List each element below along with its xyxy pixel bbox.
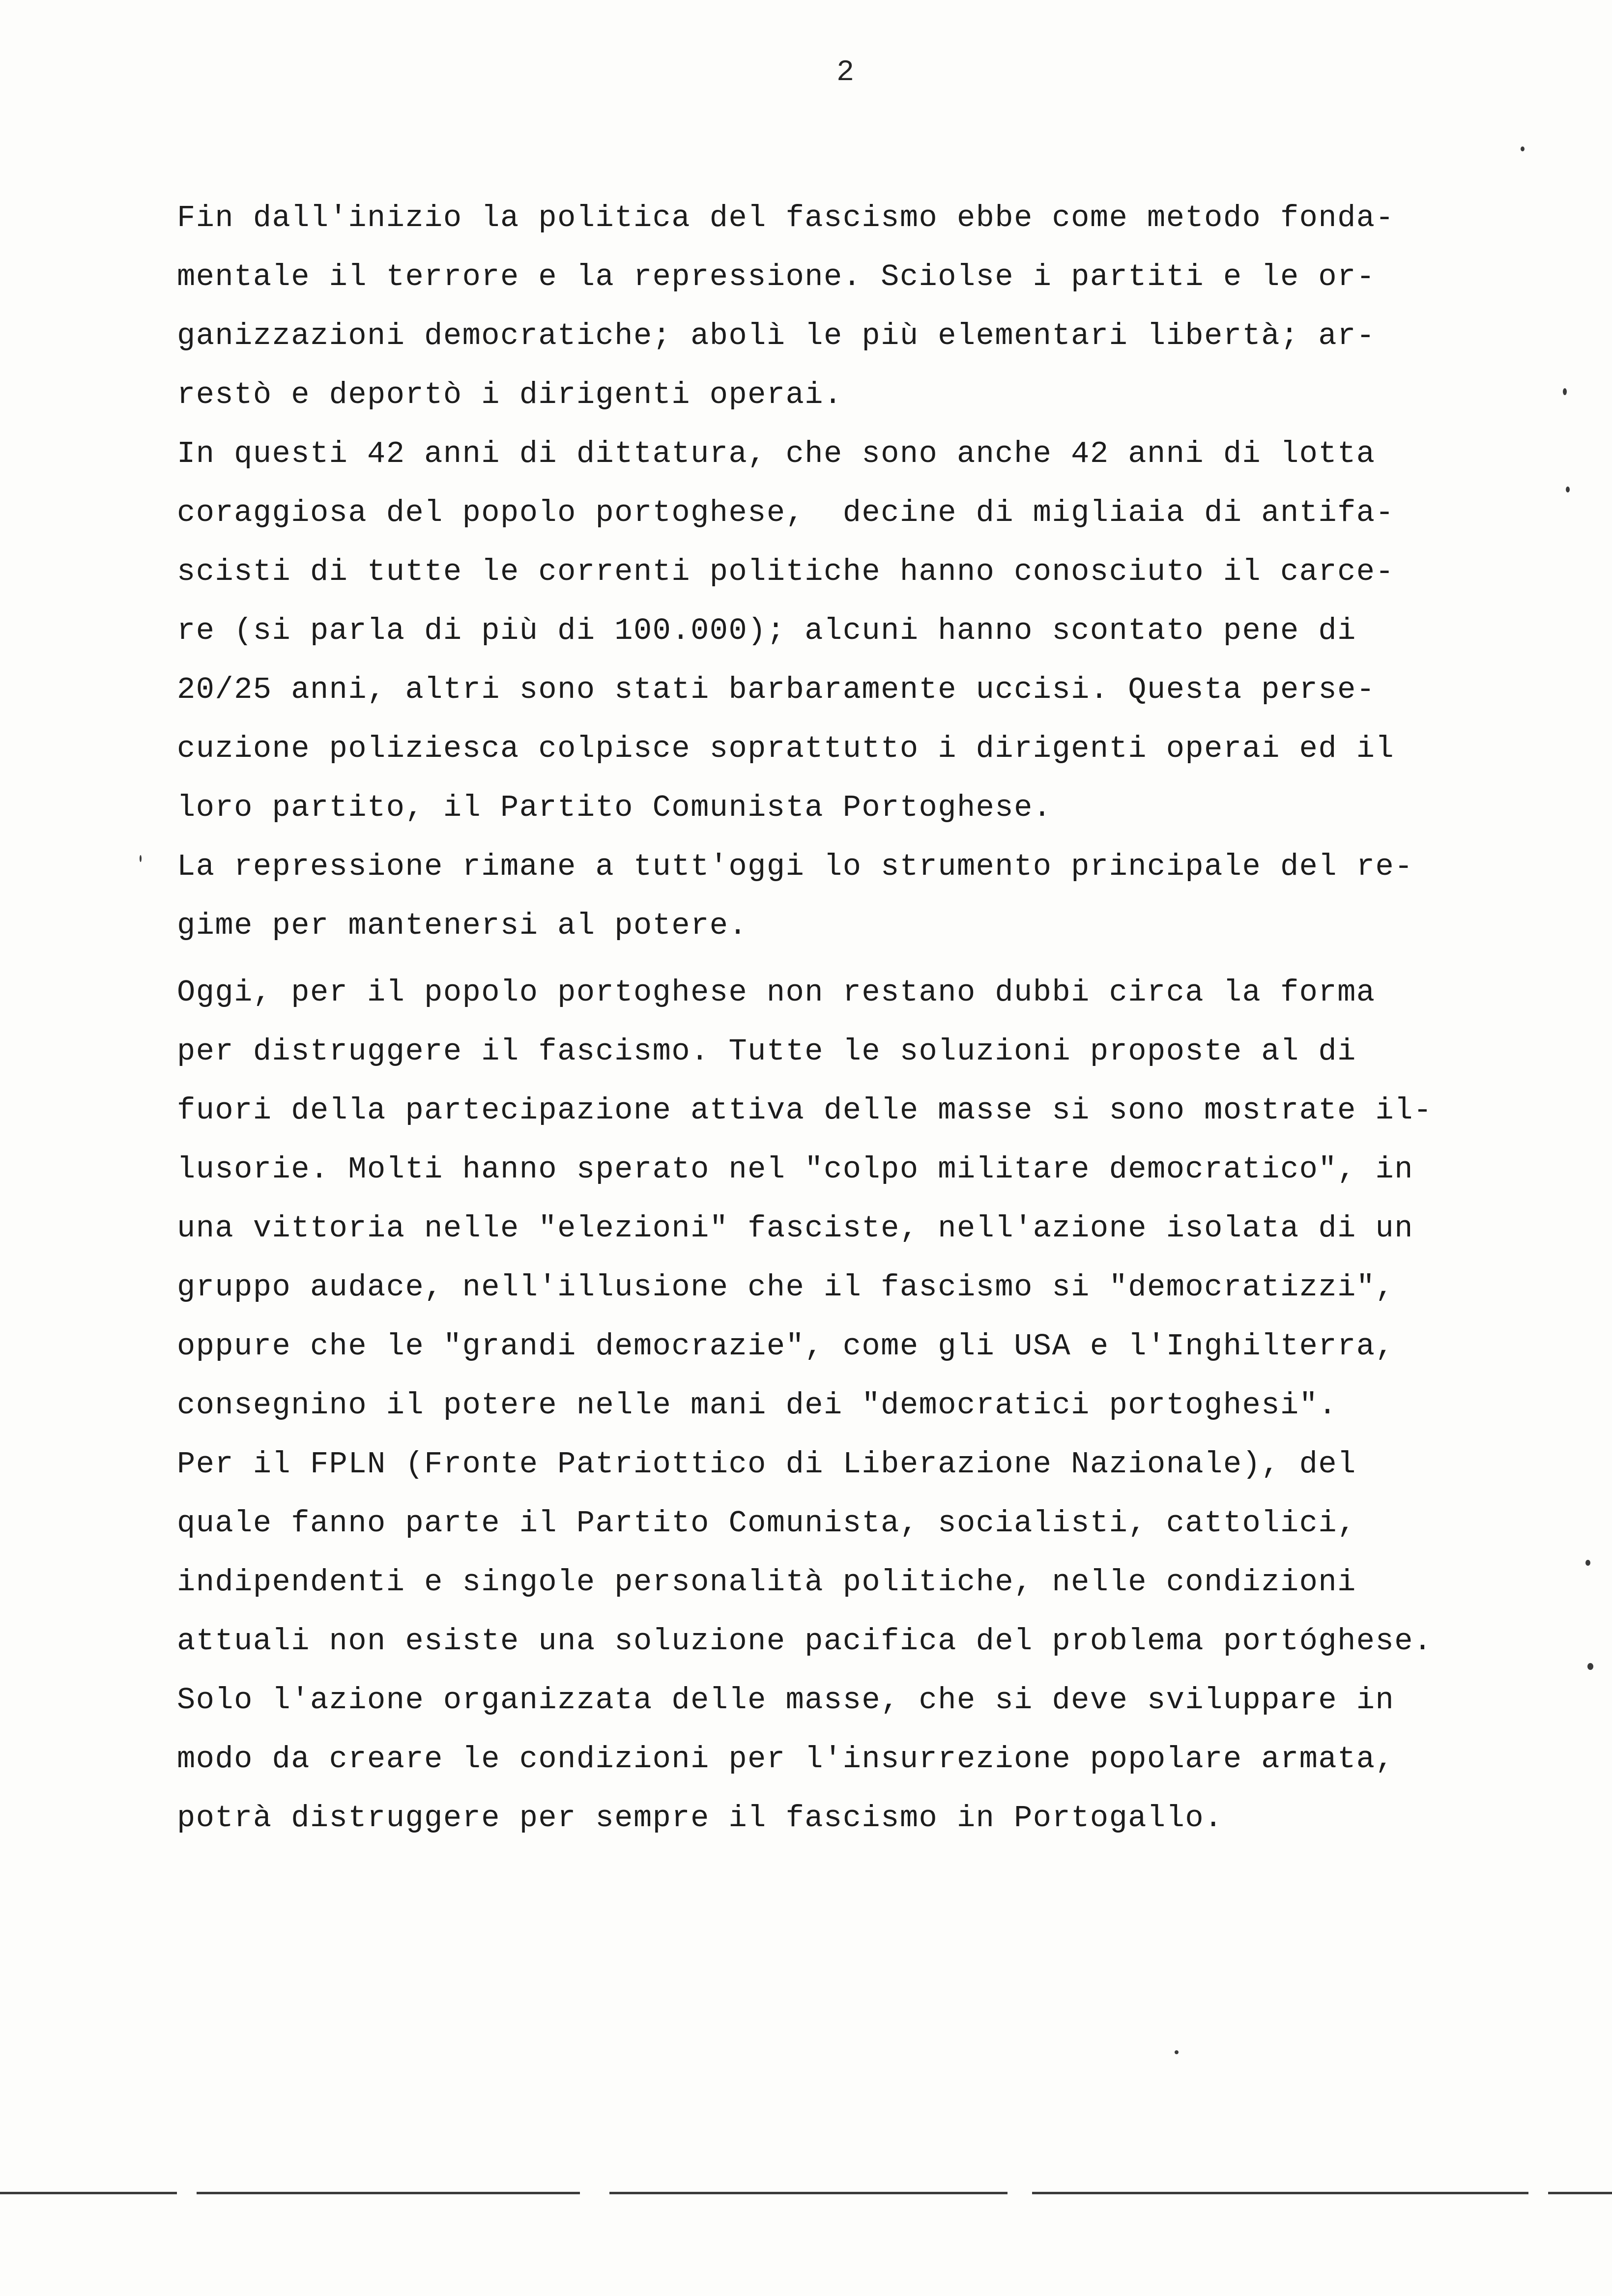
scan-speck — [140, 855, 142, 862]
text-line: re (si parla di più di 100.000); alcuni hanno scontato pene di — [177, 613, 1356, 648]
text-line: scisti di tutte le correnti politiche hanno conosciuto il carce- — [177, 554, 1395, 589]
scan-speck — [1175, 2050, 1179, 2054]
scan-speck — [1563, 388, 1567, 395]
text-line: restò e deportò i dirigenti operai. — [177, 377, 843, 412]
text-line: attuali non esiste una soluzione pacifica del problema portóghese. — [177, 1624, 1433, 1659]
text-line: Oggi, per il popolo portoghese non restano dubbi circa la forma — [177, 975, 1376, 1010]
text-line: gruppo audace, nell'illusione che il fascismo si "democratizzi", — [177, 1270, 1395, 1305]
text-line: consegnino il potere nelle mani dei "democratici portoghesi". — [177, 1388, 1338, 1423]
footer-rule-gap — [177, 2190, 197, 2195]
text-line: potrà distruggere per sempre il fascismo in Portogallo. — [177, 1801, 1223, 1836]
text-line: In questi 42 anni di dittatura, che sono anche 42 anni di lotta — [177, 436, 1376, 471]
scan-speck — [1521, 146, 1525, 151]
text-line: La repressione rimane a tutt'oggi lo strumento principale del re- — [177, 849, 1413, 884]
text-line: 20/25 anni, altri sono stati barbaramente uccisi. Questa perse- — [177, 672, 1376, 707]
scan-speck — [1566, 487, 1570, 492]
text-line: indipendenti e singole personalità politiche, nelle condizioni — [177, 1565, 1356, 1600]
text-line: Solo l'azione organizzata delle masse, che si deve sviluppare in — [177, 1683, 1395, 1718]
paragraph-2 — [177, 963, 1524, 1848]
text-line: Per il FPLN (Fronte Patriottico di Liberazione Nazionale), del — [177, 1447, 1356, 1482]
text-line: cuzione poliziesca colpisce soprattutto i dirigenti operai ed il — [177, 731, 1395, 766]
text-line: fuori della partecipazione attiva delle masse si sono mostrate il- — [177, 1093, 1433, 1128]
text-line: una vittoria nelle "elezioni" fasciste, nell'azione isolata di un — [177, 1211, 1413, 1246]
paragraph-1 — [177, 189, 1524, 955]
text-line: per distruggere il fascismo. Tutte le soluzioni proposte al di — [177, 1034, 1356, 1069]
text-line: quale fanno parte il Partito Comunista, socialisti, cattolici, — [177, 1506, 1356, 1541]
footer-rule-gap — [1528, 2190, 1548, 2195]
text-line: ganizzazioni democratiche; abolì le più elementari libertà; ar- — [177, 318, 1376, 353]
text-line: gime per mantenersi al potere. — [177, 908, 748, 943]
text-line: loro partito, il Partito Comunista Portoghese. — [177, 790, 1052, 825]
scan-speck — [1587, 1663, 1593, 1670]
page-number: 2 — [836, 56, 854, 89]
text-line: lusorie. Molti hanno sperato nel "colpo militare democratico", in — [177, 1152, 1413, 1187]
footer-rule-gap — [1008, 2190, 1032, 2195]
footer-rule — [0, 2192, 1612, 2194]
scan-speck — [1585, 1560, 1590, 1566]
text-line: mentale il terrore e la repressione. Sciolse i partiti e le or- — [177, 259, 1376, 294]
text-line: oppure che le "grandi democrazie", come gli USA e l'Inghilterra, — [177, 1329, 1395, 1364]
text-line: coraggiosa del popolo portoghese, decine di migliaia di antifa- — [177, 495, 1395, 530]
footer-rule-gap — [580, 2190, 609, 2195]
text-line: modo da creare le condizioni per l'insurrezione popolare armata, — [177, 1742, 1395, 1777]
text-line: Fin dall'inizio la politica del fascismo ebbe come metodo fonda- — [177, 201, 1395, 235]
